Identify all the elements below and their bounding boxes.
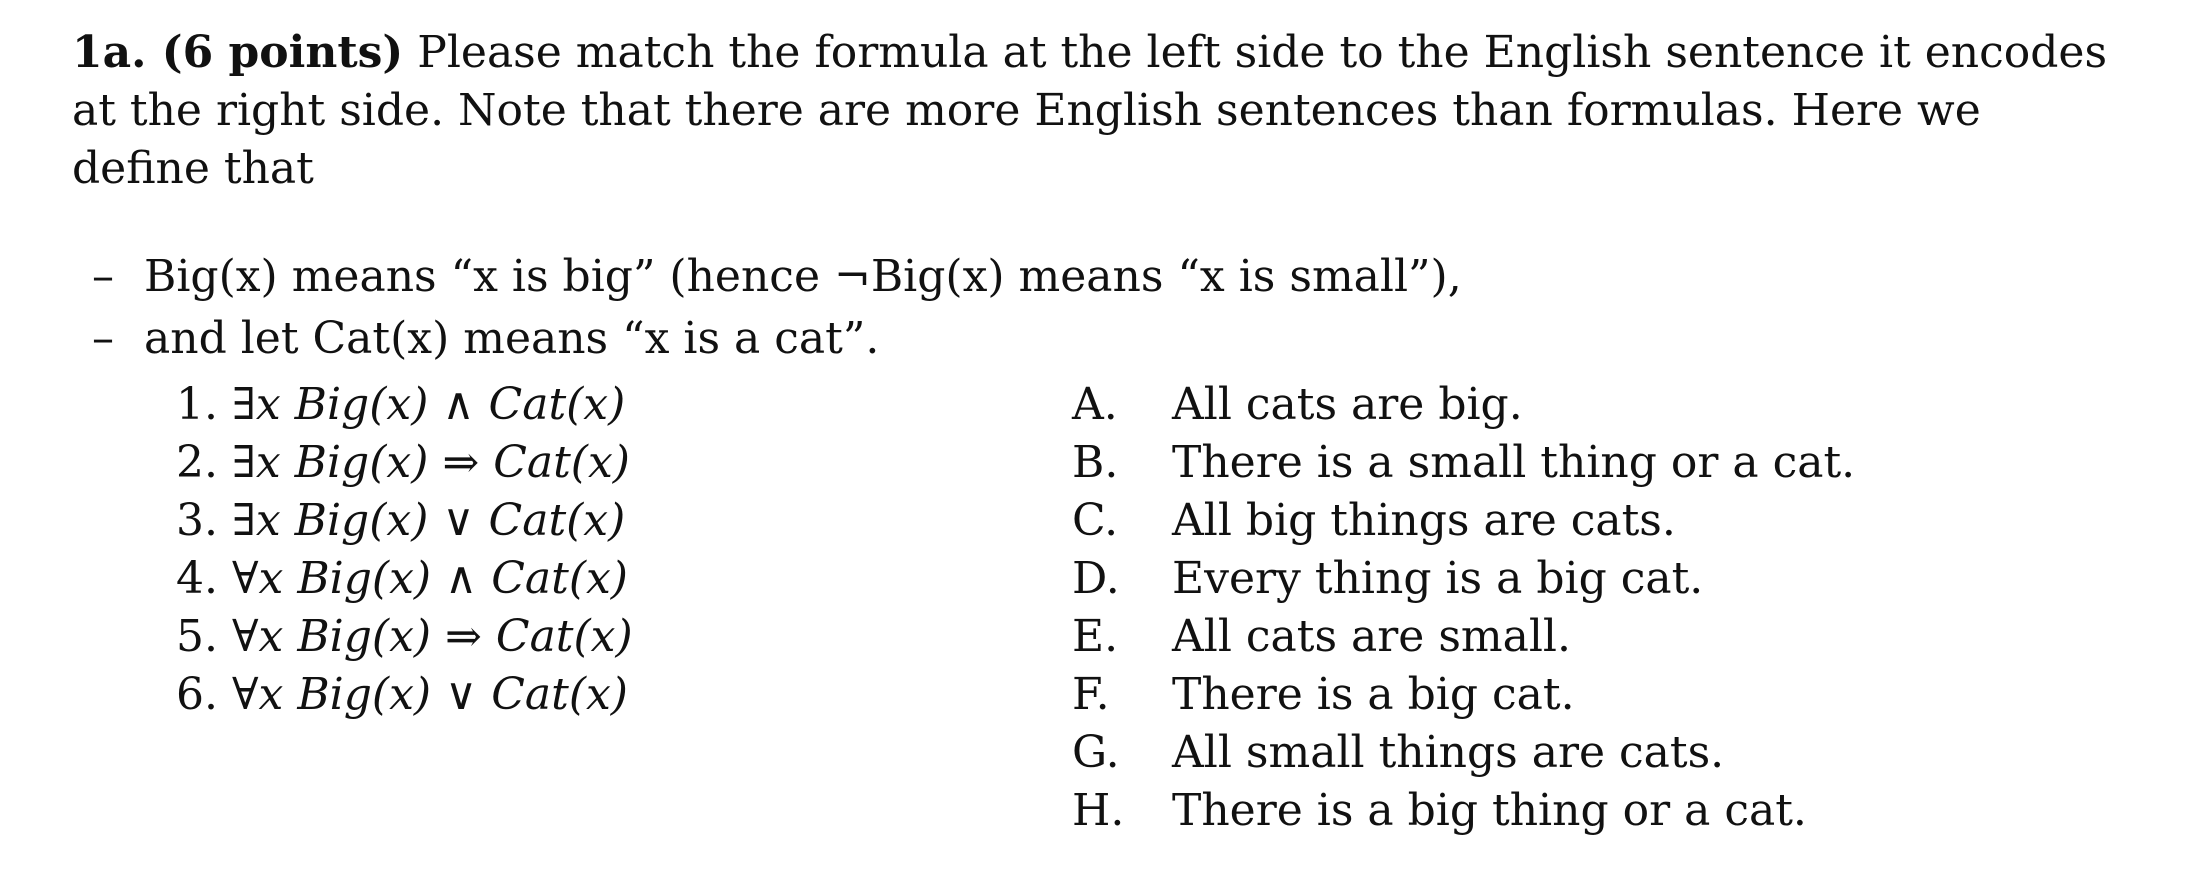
formula-item — [176, 608, 633, 666]
formula-item — [176, 376, 633, 434]
sentence-text: All big things are cats. — [1172, 495, 1676, 546]
question-number-points: 1a. (6 points) — [72, 27, 404, 78]
matching-columns — [72, 376, 2132, 856]
formula-expression: ∀x Big(x) ∧ Cat(x) — [231, 553, 628, 604]
sentence-letter: C. — [1072, 495, 1119, 546]
formula-number: 1. — [176, 379, 218, 430]
formula-expression: ∀x Big(x) ⇒ Cat(x) — [231, 611, 633, 662]
sentence-text: All cats are big. — [1172, 379, 1523, 430]
sentence-text: There is a big cat. — [1172, 669, 1575, 720]
definition-item — [72, 246, 2132, 308]
sentence-text: All cats are small. — [1172, 611, 1571, 662]
sentence-item — [1072, 782, 1855, 840]
formula-item — [176, 434, 633, 492]
sentence-text: All small things are cats. — [1172, 727, 1725, 778]
sentence-item — [1072, 550, 1855, 608]
sentence-letter: B. — [1072, 437, 1119, 488]
question-page — [72, 24, 2132, 836]
sentence-item — [1072, 724, 1855, 782]
sentence-text: There is a small thing or a cat. — [1172, 437, 1856, 488]
formula-number: 2. — [176, 437, 218, 488]
sentence-item — [1072, 608, 1855, 666]
sentence-item — [1072, 434, 1855, 492]
sentence-text: Every thing is a big cat. — [1172, 553, 1704, 604]
formula-item — [176, 666, 633, 724]
formula-item — [176, 492, 633, 550]
definition-item — [72, 308, 2132, 370]
sentence-letter: F. — [1072, 669, 1110, 720]
formula-number: 3. — [176, 495, 218, 546]
sentence-item — [1072, 666, 1855, 724]
definition-text: Big(x) means “x is big” (hence ¬Big(x) means “x is small”), — [144, 251, 1462, 302]
sentence-item — [1072, 492, 1855, 550]
formula-number: 6. — [176, 669, 218, 720]
list-dash: – — [92, 313, 114, 364]
sentence-letter: H. — [1072, 785, 1125, 836]
sentence-letter: D. — [1072, 553, 1120, 604]
formula-item — [176, 550, 633, 608]
question-intro — [72, 24, 2132, 198]
list-dash: – — [92, 251, 114, 302]
formula-number: 4. — [176, 553, 218, 604]
sentence-text: There is a big thing or a cat. — [1172, 785, 1807, 836]
definition-text: and let Cat(x) means “x is a cat”. — [144, 313, 880, 364]
sentence-list — [1072, 376, 1855, 840]
formula-expression: ∃x Big(x) ⇒ Cat(x) — [231, 437, 630, 488]
formula-number: 5. — [176, 611, 218, 662]
formula-list — [176, 376, 633, 724]
sentence-item — [1072, 376, 1855, 434]
question-instructions: Please match the formula at the left side to the English sentence it encodes at the right side. Note that there are more English sentences than formulas. Here we define that — [72, 27, 2108, 194]
sentence-letter: A. — [1072, 379, 1118, 430]
definitions-list — [72, 246, 2132, 370]
sentence-letter: G. — [1072, 727, 1120, 778]
formula-expression: ∀x Big(x) ∨ Cat(x) — [231, 669, 628, 720]
formula-expression: ∃x Big(x) ∨ Cat(x) — [231, 495, 626, 546]
formula-expression: ∃x Big(x) ∧ Cat(x) — [231, 379, 626, 430]
sentence-letter: E. — [1072, 611, 1119, 662]
